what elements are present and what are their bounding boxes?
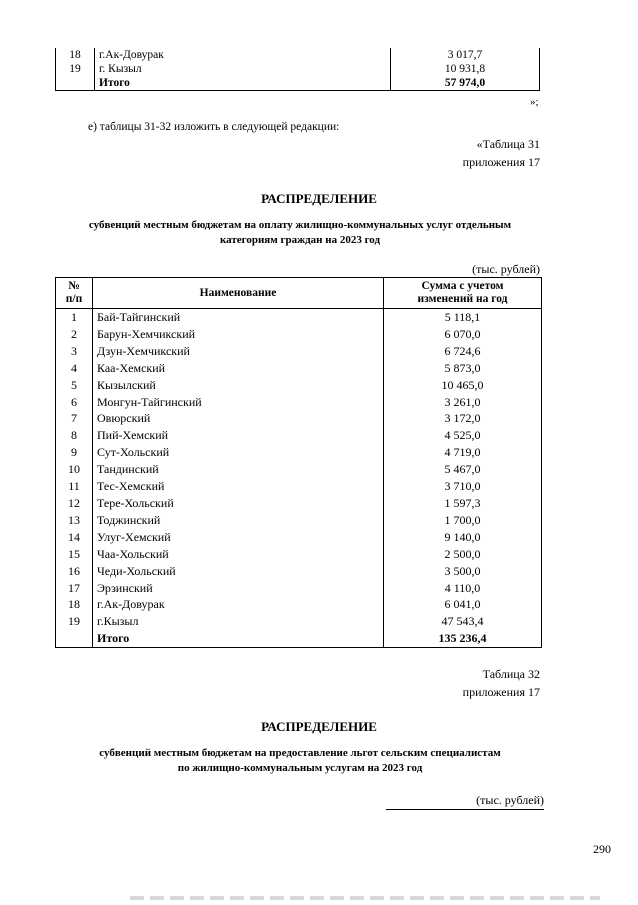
municipality-name: Тоджинский <box>93 512 384 529</box>
table31-caption-appendix: приложения 17 <box>462 155 540 169</box>
row-number: 19 <box>56 62 95 76</box>
municipality-name: г. Кызыл <box>95 62 391 76</box>
municipality-name: Монгун-Тайгинский <box>93 394 384 411</box>
row-number: 13 <box>56 512 93 529</box>
table31-row <box>56 309 542 326</box>
header-sum-line2: изменений на год <box>417 293 508 305</box>
table31-row <box>56 495 542 512</box>
header-number-line2: п/п <box>65 293 83 305</box>
row-number: 12 <box>56 495 93 512</box>
row-number: 14 <box>56 529 93 546</box>
page-number: 290 <box>593 842 611 856</box>
prev-table-total-row <box>56 76 540 91</box>
row-number: 6 <box>56 394 93 411</box>
table31-subheading <box>60 218 540 248</box>
amount-value: 47 543,4 <box>384 613 542 630</box>
total-number-cell <box>56 630 93 647</box>
amendment-intro: е) таблицы 31-32 изложить в следующей редакции: <box>88 121 340 133</box>
table31-row <box>56 410 542 427</box>
table31-row <box>56 377 542 394</box>
total-label: Итого <box>95 76 391 91</box>
table31-row <box>56 444 542 461</box>
row-number: 18 <box>56 48 95 62</box>
total-label: Итого <box>93 630 384 647</box>
total-value: 135 236,4 <box>384 630 542 647</box>
header-name: Наименование <box>93 278 384 309</box>
row-number: 4 <box>56 360 93 377</box>
municipality-name: Каа-Хемский <box>93 360 384 377</box>
municipality-name: Бай-Тайгинский <box>93 309 384 326</box>
table31-header-row <box>56 278 542 309</box>
amount-value: 3 710,0 <box>384 478 542 495</box>
table31-row <box>56 360 542 377</box>
amount-value: 4 110,0 <box>384 580 542 597</box>
municipality-name: Кызылский <box>93 377 384 394</box>
prev-table-row <box>56 62 540 76</box>
scan-edge-artifact <box>130 896 600 900</box>
table31-row <box>56 343 542 360</box>
closing-quote: »; <box>530 96 539 108</box>
previous-table-tail <box>55 48 540 91</box>
table31 <box>55 277 542 648</box>
table31-row <box>56 512 542 529</box>
municipality-name: Барун-Хемчикский <box>93 326 384 343</box>
municipality-name: Тере-Хольский <box>93 495 384 512</box>
table31-units: (тыс. рублей) <box>472 262 540 276</box>
municipality-name: Тес-Хемский <box>93 478 384 495</box>
table31-row <box>56 394 542 411</box>
table31-caption-title: «Таблица 31 <box>476 137 540 151</box>
table31-row <box>56 478 542 495</box>
table32-caption-appendix: приложения 17 <box>462 685 540 699</box>
amount-value: 1 700,0 <box>384 512 542 529</box>
table31-row <box>56 529 542 546</box>
row-number: 2 <box>56 326 93 343</box>
row-number: 3 <box>56 343 93 360</box>
row-number: 16 <box>56 563 93 580</box>
row-number: 18 <box>56 596 93 613</box>
table31-heading: РАСПРЕДЕЛЕНИЕ <box>261 191 377 206</box>
municipality-name: Чеди-Хольский <box>93 563 384 580</box>
table32-subheading <box>60 746 540 776</box>
row-number: 11 <box>56 478 93 495</box>
header-sum <box>384 278 542 309</box>
municipality-name: Пий-Хемский <box>93 427 384 444</box>
municipality-name: г.Кызыл <box>93 613 384 630</box>
amount-value: 1 597,3 <box>384 495 542 512</box>
municipality-name: г.Ак-Довурак <box>95 48 391 62</box>
table32-subheading-line2: по жилищно-коммунальным услугам на 2023 год <box>177 762 423 774</box>
row-number: 5 <box>56 377 93 394</box>
table32-heading: РАСПРЕДЕЛЕНИЕ <box>261 719 377 734</box>
row-number: 1 <box>56 309 93 326</box>
table31-row <box>56 580 542 597</box>
table31-row <box>56 427 542 444</box>
row-number: 7 <box>56 410 93 427</box>
municipality-name: Сут-Хольский <box>93 444 384 461</box>
amount-value: 2 500,0 <box>384 546 542 563</box>
row-number: 10 <box>56 461 93 478</box>
row-number: 15 <box>56 546 93 563</box>
amount-value: 9 140,0 <box>384 529 542 546</box>
row-number: 8 <box>56 427 93 444</box>
table32-subheading-line1: субвенций местным бюджетам на предоставление льгот сельским специалистам <box>99 747 501 759</box>
municipality-name: Тандинский <box>93 461 384 478</box>
municipality-name: Овюрский <box>93 410 384 427</box>
amount-value: 3 172,0 <box>384 410 542 427</box>
table32-caption-title: Таблица 32 <box>482 667 540 681</box>
table32-units: (тыс. рублей) <box>386 793 544 810</box>
amount-value: 3 017,7 <box>391 48 540 62</box>
header-number <box>56 278 93 309</box>
amount-value: 5 467,0 <box>384 461 542 478</box>
table31-total-row <box>56 630 542 647</box>
municipality-name: Дзун-Хемчикский <box>93 343 384 360</box>
total-value: 57 974,0 <box>391 76 540 91</box>
total-number-cell <box>56 76 95 91</box>
amount-value: 10 931,8 <box>391 62 540 76</box>
amount-value: 6 724,6 <box>384 343 542 360</box>
row-number: 17 <box>56 580 93 597</box>
amount-value: 3 500,0 <box>384 563 542 580</box>
table31-row <box>56 461 542 478</box>
amount-value: 6 041,0 <box>384 596 542 613</box>
table31-row <box>56 596 542 613</box>
municipality-name: г.Ак-Довурак <box>93 596 384 613</box>
amount-value: 4 719,0 <box>384 444 542 461</box>
table31-row <box>56 326 542 343</box>
row-number: 19 <box>56 613 93 630</box>
municipality-name: Чаа-Хольский <box>93 546 384 563</box>
amount-value: 4 525,0 <box>384 427 542 444</box>
prev-table-row <box>56 48 540 62</box>
table31-subheading-line1: субвенций местным бюджетам на оплату жилищно-коммунальных услуг отдельным <box>88 219 512 231</box>
header-sum-line1: Сумма с учетом <box>421 280 504 292</box>
amount-value: 6 070,0 <box>384 326 542 343</box>
amount-value: 10 465,0 <box>384 377 542 394</box>
amount-value: 5 118,1 <box>384 309 542 326</box>
amount-value: 3 261,0 <box>384 394 542 411</box>
amount-value: 5 873,0 <box>384 360 542 377</box>
table31-row <box>56 563 542 580</box>
municipality-name: Улуг-Хемский <box>93 529 384 546</box>
table31-row <box>56 546 542 563</box>
table31-row <box>56 613 542 630</box>
table31-subheading-line2: категориям граждан на 2023 год <box>219 234 381 246</box>
row-number: 9 <box>56 444 93 461</box>
municipality-name: Эрзинский <box>93 580 384 597</box>
header-number-line1: № <box>68 280 80 292</box>
